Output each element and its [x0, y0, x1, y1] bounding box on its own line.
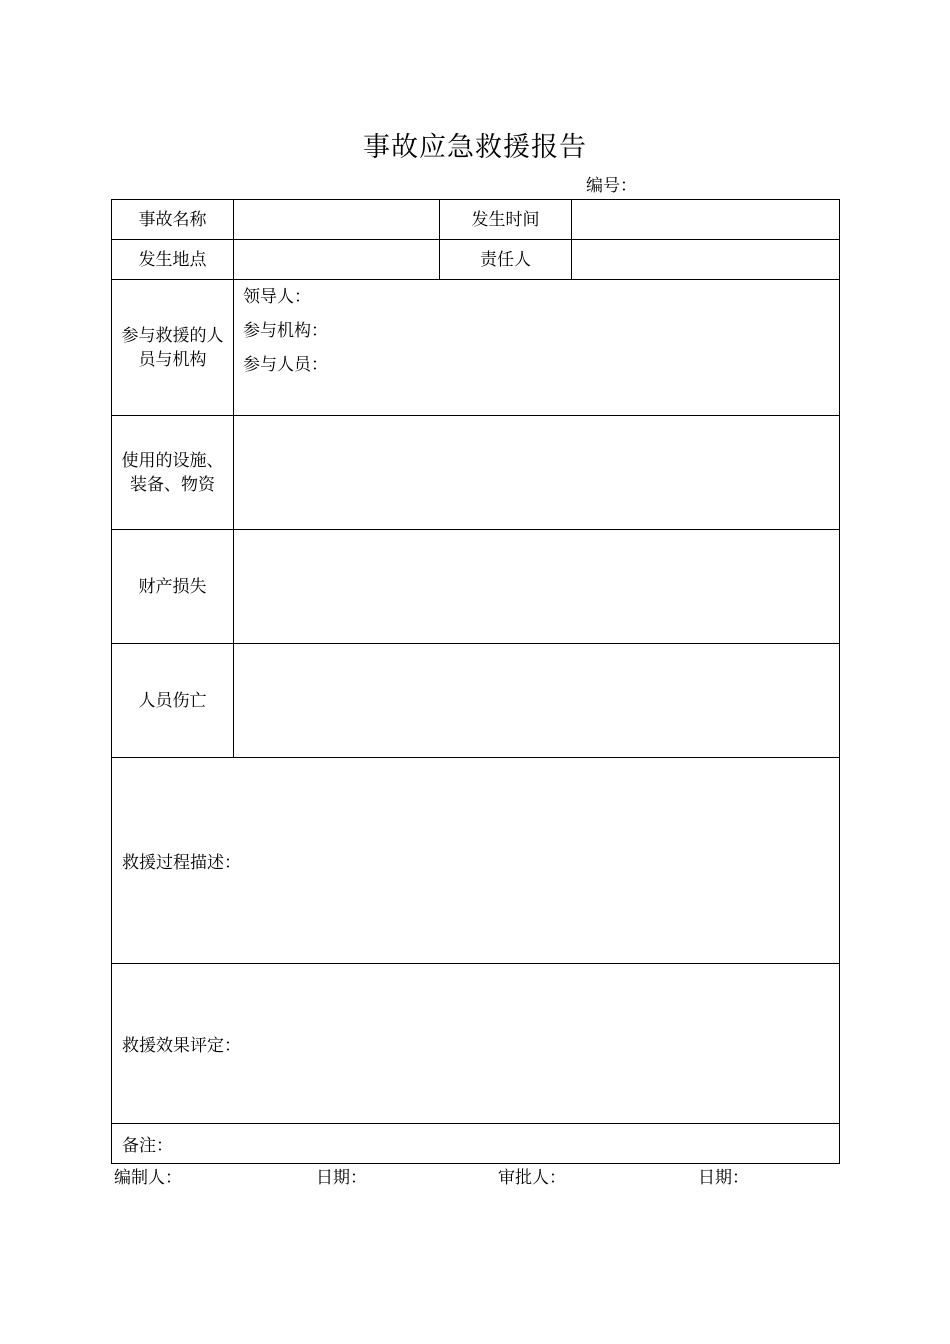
row-casualties — [112, 644, 840, 758]
accident-name-label: 事故名称 — [112, 200, 234, 240]
row-location — [112, 240, 840, 280]
accident-name-field[interactable] — [234, 200, 440, 240]
evaluation-label: 救援效果评定： — [122, 1035, 241, 1056]
personnel-line: 参与人员： — [243, 355, 328, 375]
organization-line: 参与机构： — [243, 321, 328, 341]
row-property-loss — [112, 530, 840, 644]
approver-label: 审批人： — [498, 1168, 566, 1188]
participants-label: 参与救援的人员与机构 — [112, 280, 234, 416]
property-loss-field[interactable] — [234, 530, 840, 644]
process-label: 救援过程描述： — [122, 852, 241, 873]
equipment-field[interactable] — [234, 416, 840, 530]
property-loss-label: 财产损失 — [112, 530, 234, 644]
document-number-label: 编号： — [586, 176, 637, 196]
row-participants — [112, 280, 840, 416]
occurrence-time-label: 发生时间 — [440, 200, 572, 240]
leader-line: 领导人： — [243, 287, 311, 307]
row-evaluation — [112, 964, 840, 1124]
responsible-person-field[interactable] — [572, 240, 840, 280]
date-label-1: 日期： — [316, 1168, 367, 1188]
equipment-label: 使用的设施、装备、物资 — [112, 416, 234, 530]
occurrence-time-field[interactable] — [572, 200, 840, 240]
location-label: 发生地点 — [112, 240, 234, 280]
process-field[interactable] — [112, 758, 840, 964]
compiler-label: 编制人： — [114, 1168, 182, 1188]
remarks-label: 备注： — [122, 1135, 173, 1156]
participants-field[interactable] — [234, 280, 840, 416]
casualties-field[interactable] — [234, 644, 840, 758]
casualties-label: 人员伤亡 — [112, 644, 234, 758]
row-remarks — [112, 1124, 840, 1164]
location-field[interactable] — [234, 240, 440, 280]
evaluation-field[interactable] — [112, 964, 840, 1124]
page-title: 事故应急救援报告 — [363, 132, 587, 163]
row-equipment — [112, 416, 840, 530]
date-label-2: 日期： — [698, 1168, 749, 1188]
remarks-field[interactable] — [112, 1124, 840, 1164]
row-process — [112, 758, 840, 964]
rescue-report-form — [111, 199, 840, 1164]
row-accident-name — [112, 200, 840, 240]
responsible-person-label: 责任人 — [440, 240, 572, 280]
